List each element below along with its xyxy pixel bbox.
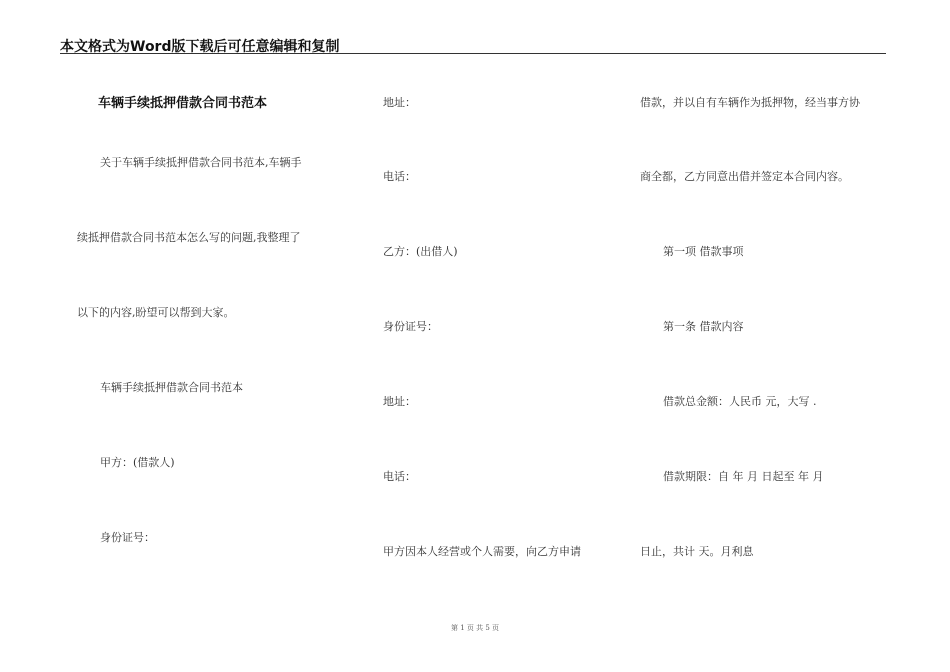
body-line: 借款期限：自 年 月 日起至 年 月 [663, 470, 824, 483]
title: 车辆手续抵押借款合同书范本 [98, 96, 268, 111]
body-line: 第一项 借款事项 [663, 245, 744, 258]
body-line: 身份证号： [383, 320, 438, 333]
body-line: 甲方：(借款人) [100, 456, 175, 469]
body-line: 甲方因本人经营或个人需要，向乙方申请 [383, 545, 581, 558]
body-line: 关于车辆手续抵押借款合同书范本,车辆手 [100, 156, 302, 169]
body-line: 商全都，乙方同意出借并签定本合同内容。 [640, 170, 849, 183]
body-line: 身份证号： [100, 531, 155, 544]
body-line: 电话： [383, 470, 416, 483]
body-line: 电话： [383, 170, 416, 183]
page-footer: 第 1 页 共 5 页 [450, 624, 500, 632]
body-line: 以下的内容,盼望可以帮到大家。 [77, 306, 235, 319]
body-line: 车辆手续抵押借款合同书范本 [100, 381, 243, 394]
body-line: 借款总金额：人民币 元，大写 . [663, 395, 817, 408]
body-line: 借款，并以自有车辆作为抵押物，经当事方协 [640, 96, 860, 109]
body-line: 第一条 借款内容 [663, 320, 744, 333]
body-line: 日止，共计 天。月利息 [640, 545, 754, 558]
body-line: 地址： [383, 395, 416, 408]
body-line: 续抵押借款合同书范本怎么写的问题,我整理了 [77, 231, 301, 244]
body-line: 地址： [383, 96, 416, 109]
body-line: 乙方：(出借人) [383, 245, 458, 258]
header-divider [60, 53, 886, 54]
page-header: 本文格式为Word版下载后可任意编辑和复制 [60, 39, 340, 55]
